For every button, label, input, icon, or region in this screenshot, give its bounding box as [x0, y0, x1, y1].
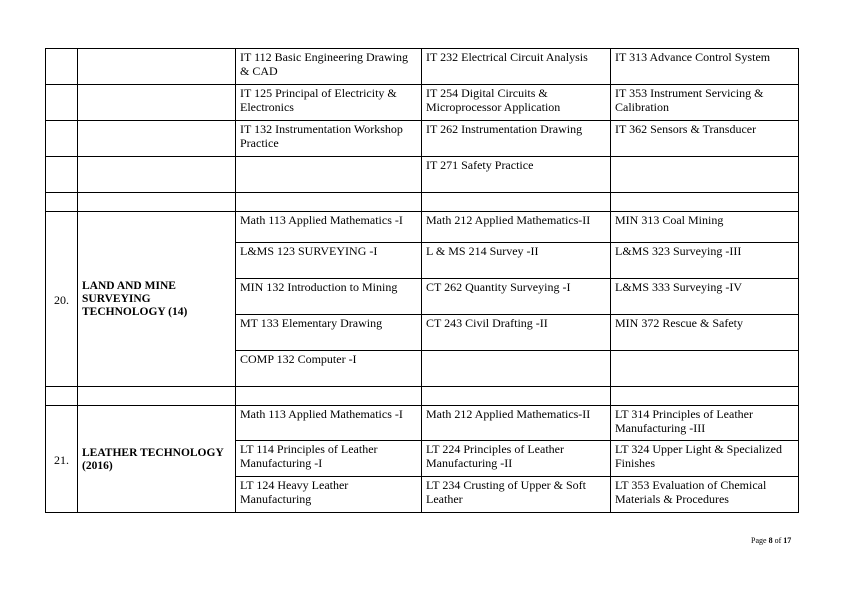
- table-row: [46, 49, 799, 85]
- table-row: [46, 193, 799, 212]
- page-of: of: [774, 536, 782, 545]
- course-cell-year-2: IT 271 Safety Practice: [422, 157, 611, 193]
- course-cell-year-2: [422, 387, 611, 406]
- course-cell-year-2: [422, 351, 611, 387]
- course-cell-year-2: IT 262 Instrumentation Drawing: [422, 121, 611, 157]
- course-cell-year-3: [611, 387, 799, 406]
- table-row: [46, 406, 799, 441]
- table-row: [46, 121, 799, 157]
- course-cell-year-2: [422, 193, 611, 212]
- row-number: [46, 193, 78, 212]
- page-label: Page: [751, 536, 767, 545]
- program-name: [78, 49, 236, 85]
- course-cell-year-3: MIN 372 Rescue & Safety: [611, 315, 799, 351]
- course-cell-year-1: COMP 132 Computer -I: [236, 351, 422, 387]
- table-row: [46, 387, 799, 406]
- row-number: [46, 121, 78, 157]
- course-cell-year-2: Math 212 Applied Mathematics-II: [422, 212, 611, 243]
- course-cell-year-2: CT 262 Quantity Surveying -I: [422, 279, 611, 315]
- course-cell-year-3: IT 313 Advance Control System: [611, 49, 799, 85]
- page-total: 17: [783, 536, 792, 545]
- course-cell-year-1: IT 112 Basic Engineering Drawing & CAD: [236, 49, 422, 85]
- course-cell-year-1: [236, 387, 422, 406]
- course-cell-year-1: LT 124 Heavy Leather Manufacturing: [236, 477, 422, 513]
- program-name: LEATHER TECHNOLOGY (2016): [78, 406, 236, 513]
- page-footer: [751, 536, 791, 545]
- course-cell-year-3: [611, 157, 799, 193]
- course-cell-year-3: LT 353 Evaluation of Chemical Materials & Procedures: [611, 477, 799, 513]
- course-cell-year-1: IT 132 Instrumentation Workshop Practice: [236, 121, 422, 157]
- program-name: [78, 157, 236, 193]
- row-number: [46, 387, 78, 406]
- course-cell-year-3: LT 324 Upper Light & Specialized Finishes: [611, 441, 799, 477]
- row-number: 20.: [46, 212, 78, 387]
- course-cell-year-3: IT 353 Instrument Servicing & Calibration: [611, 85, 799, 121]
- row-number: [46, 49, 78, 85]
- program-name: [78, 121, 236, 157]
- course-cell-year-2: LT 224 Principles of Leather Manufacturing -II: [422, 441, 611, 477]
- program-name: [78, 85, 236, 121]
- row-number: [46, 85, 78, 121]
- row-number: [46, 157, 78, 193]
- program-name: [78, 193, 236, 212]
- course-cell-year-1: [236, 193, 422, 212]
- course-cell-year-3: L&MS 323 Surveying -III: [611, 243, 799, 279]
- course-cell-year-2: IT 254 Digital Circuits & Microprocessor Application: [422, 85, 611, 121]
- table-row: [46, 85, 799, 121]
- page-current: 8: [768, 536, 773, 545]
- table-row: [46, 212, 799, 243]
- program-name: [78, 387, 236, 406]
- course-table: [45, 48, 799, 513]
- course-cell-year-1: L&MS 123 SURVEYING -I: [236, 243, 422, 279]
- course-table-body: [46, 49, 799, 513]
- course-cell-year-1: Math 113 Applied Mathematics -I: [236, 406, 422, 441]
- course-cell-year-3: [611, 193, 799, 212]
- course-cell-year-3: MIN 313 Coal Mining: [611, 212, 799, 243]
- course-cell-year-1: [236, 157, 422, 193]
- course-cell-year-1: LT 114 Principles of Leather Manufacturing -I: [236, 441, 422, 477]
- course-cell-year-3: [611, 351, 799, 387]
- course-cell-year-1: IT 125 Principal of Electricity & Electronics: [236, 85, 422, 121]
- course-cell-year-1: MT 133 Elementary Drawing: [236, 315, 422, 351]
- course-cell-year-1: MIN 132 Introduction to Mining: [236, 279, 422, 315]
- course-cell-year-2: Math 212 Applied Mathematics-II: [422, 406, 611, 441]
- course-cell-year-3: LT 314 Principles of Leather Manufacturing -III: [611, 406, 799, 441]
- row-number: 21.: [46, 406, 78, 513]
- course-cell-year-2: CT 243 Civil Drafting -II: [422, 315, 611, 351]
- course-cell-year-3: IT 362 Sensors & Transducer: [611, 121, 799, 157]
- course-cell-year-2: L & MS 214 Survey -II: [422, 243, 611, 279]
- program-name: LAND AND MINE SURVEYING TECHNOLOGY (14): [78, 212, 236, 387]
- table-row: [46, 157, 799, 193]
- course-cell-year-1: Math 113 Applied Mathematics -I: [236, 212, 422, 243]
- course-cell-year-2: LT 234 Crusting of Upper & Soft Leather: [422, 477, 611, 513]
- course-cell-year-2: IT 232 Electrical Circuit Analysis: [422, 49, 611, 85]
- course-cell-year-3: L&MS 333 Surveying -IV: [611, 279, 799, 315]
